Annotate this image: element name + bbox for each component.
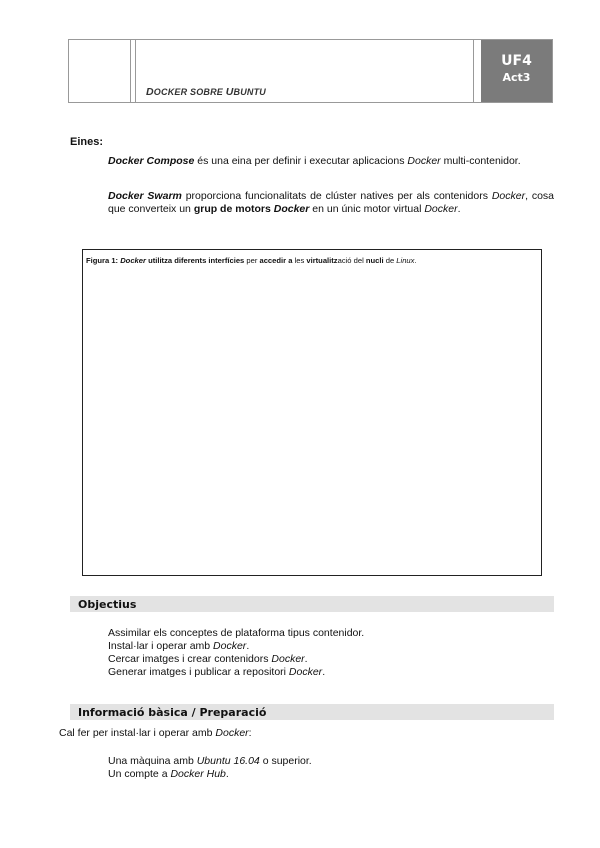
tools-heading: Eines: [70, 136, 104, 148]
document-title: DOCKER SOBRE UBUNTU [146, 86, 267, 98]
header-divider [473, 40, 474, 102]
header-divider [130, 40, 131, 102]
objectives-heading: Objectius [78, 598, 137, 611]
compose-paragraph: Docker Compose és una eina per definir i executar aplicacions Docker multi-contenidor. [108, 155, 521, 167]
list-item: Assimilar els conceptes de plataforma tipus contenidor. [108, 627, 365, 639]
basics-heading: Informació bàsica / Preparació [78, 706, 267, 719]
objectives-list [108, 627, 364, 679]
list-item: Generar imatges i publicar a repositori Docker. [108, 666, 326, 678]
list-item: Un compte a Docker Hub. [108, 768, 229, 780]
unit-badge [481, 40, 552, 102]
figure-frame [82, 249, 542, 576]
swarm-paragraph: Docker Swarm proporciona funcionalitats de clúster natives per als contenidors Docker, cosa que converteix un grup de motors Docker en un únic motor virtual Docker. [108, 190, 555, 215]
header-divider [135, 40, 136, 102]
basics-section-bar [70, 704, 554, 720]
objectives-section-bar [70, 596, 554, 612]
requirements-list [108, 755, 312, 781]
activity-code: Act3 [502, 71, 531, 84]
list-item: Cercar imatges i crear contenidors Docker. [108, 653, 308, 665]
list-item: Instal·lar i operar amb Docker. [108, 640, 250, 652]
basics-intro: Cal fer per instal·lar i operar amb Docker: [59, 727, 252, 739]
unit-code: UF4 [501, 53, 532, 69]
compose-name: Docker Compose [108, 155, 195, 167]
figure-caption: Figura 1: Docker utilitza diferents interfícies per accedir a les virtualització del nucli de Linux. [86, 256, 417, 265]
swarm-name: Docker Swarm [108, 190, 182, 202]
list-item: Una màquina amb Ubuntu 16.04 o superior. [108, 755, 312, 767]
